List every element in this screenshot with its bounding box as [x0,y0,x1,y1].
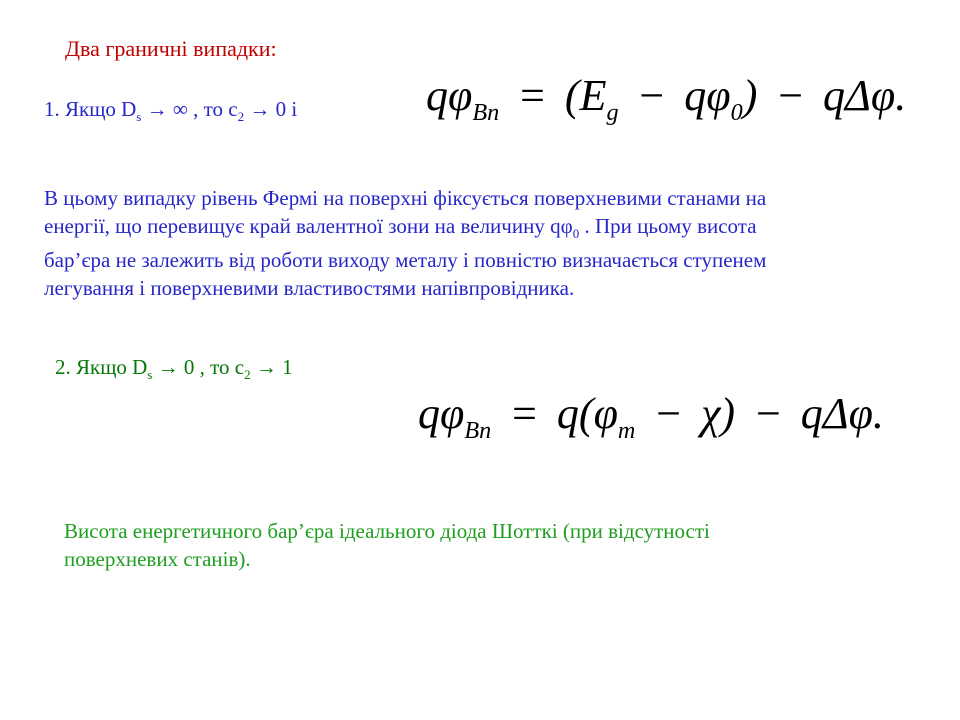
case1-text: → 0 і [244,97,298,121]
case1-statement [44,97,297,125]
formula1-fragment: ) − qΔφ. [742,71,907,120]
formula1-fragment: − qφ [618,71,731,120]
paragraph-text: . При цьому висота [579,213,757,238]
paragraph-text: енергії, що перевищує край валентної зони на величину qφ [44,213,573,238]
schottky-note [64,518,710,573]
formula1-subscript-g: g [606,98,619,126]
formula1-fragment: E [579,71,607,120]
case2-subscript-2: 2 [244,367,251,383]
formula2-fragment: = q( [491,389,594,438]
case2-text: 2. Якщо D [55,355,148,379]
note-line: Висота енергетичного бар’єра ідеального діода Шотткі (при відсутності [64,519,710,543]
paragraph-subscript-0: 0 [572,225,580,241]
formula-barrier-height-1 [426,70,906,127]
case1-text: 1. Якщо D [44,97,137,121]
formula1-fragment: = ( [499,71,580,120]
slide-title: Два граничні випадки: [65,36,277,61]
formula1-subscript-0: 0 [730,98,743,126]
case2-statement [55,355,293,383]
case1-subscript-2: 2 [237,109,245,125]
formula2-subscript-Bn: Bn [464,416,492,444]
paragraph-line [44,213,766,248]
explanation-paragraph [44,185,766,302]
case1-text: → ∞ , то c [141,97,238,121]
formula1-subscript-Bn: Bn [472,98,500,126]
formula-barrier-height-2 [418,388,884,445]
formula1-fragment: qφ [426,71,473,120]
case2-subscript-s: s [147,367,153,383]
case2-text: → 1 [250,355,293,379]
case1-subscript-s: s [136,109,142,125]
case2-text: → 0 , то c [152,355,245,379]
formula2-fragment: − χ) − qΔφ. [635,389,884,438]
paragraph-line: В цьому випадку рівень Фермі на поверхні фіксується поверхневими станами на [44,186,767,210]
formula2-fragment: φ [593,389,618,438]
paragraph-line: бар’єра не залежить від роботи виходу металу і повністю визначається ступенем [44,248,767,273]
formula2-fragment: qφ [418,389,465,438]
note-line: поверхневих станів). [64,546,251,571]
formula2-subscript-m: m [617,416,636,444]
paragraph-line: легування і поверхневими властивостями напівпровідника. [44,275,575,300]
